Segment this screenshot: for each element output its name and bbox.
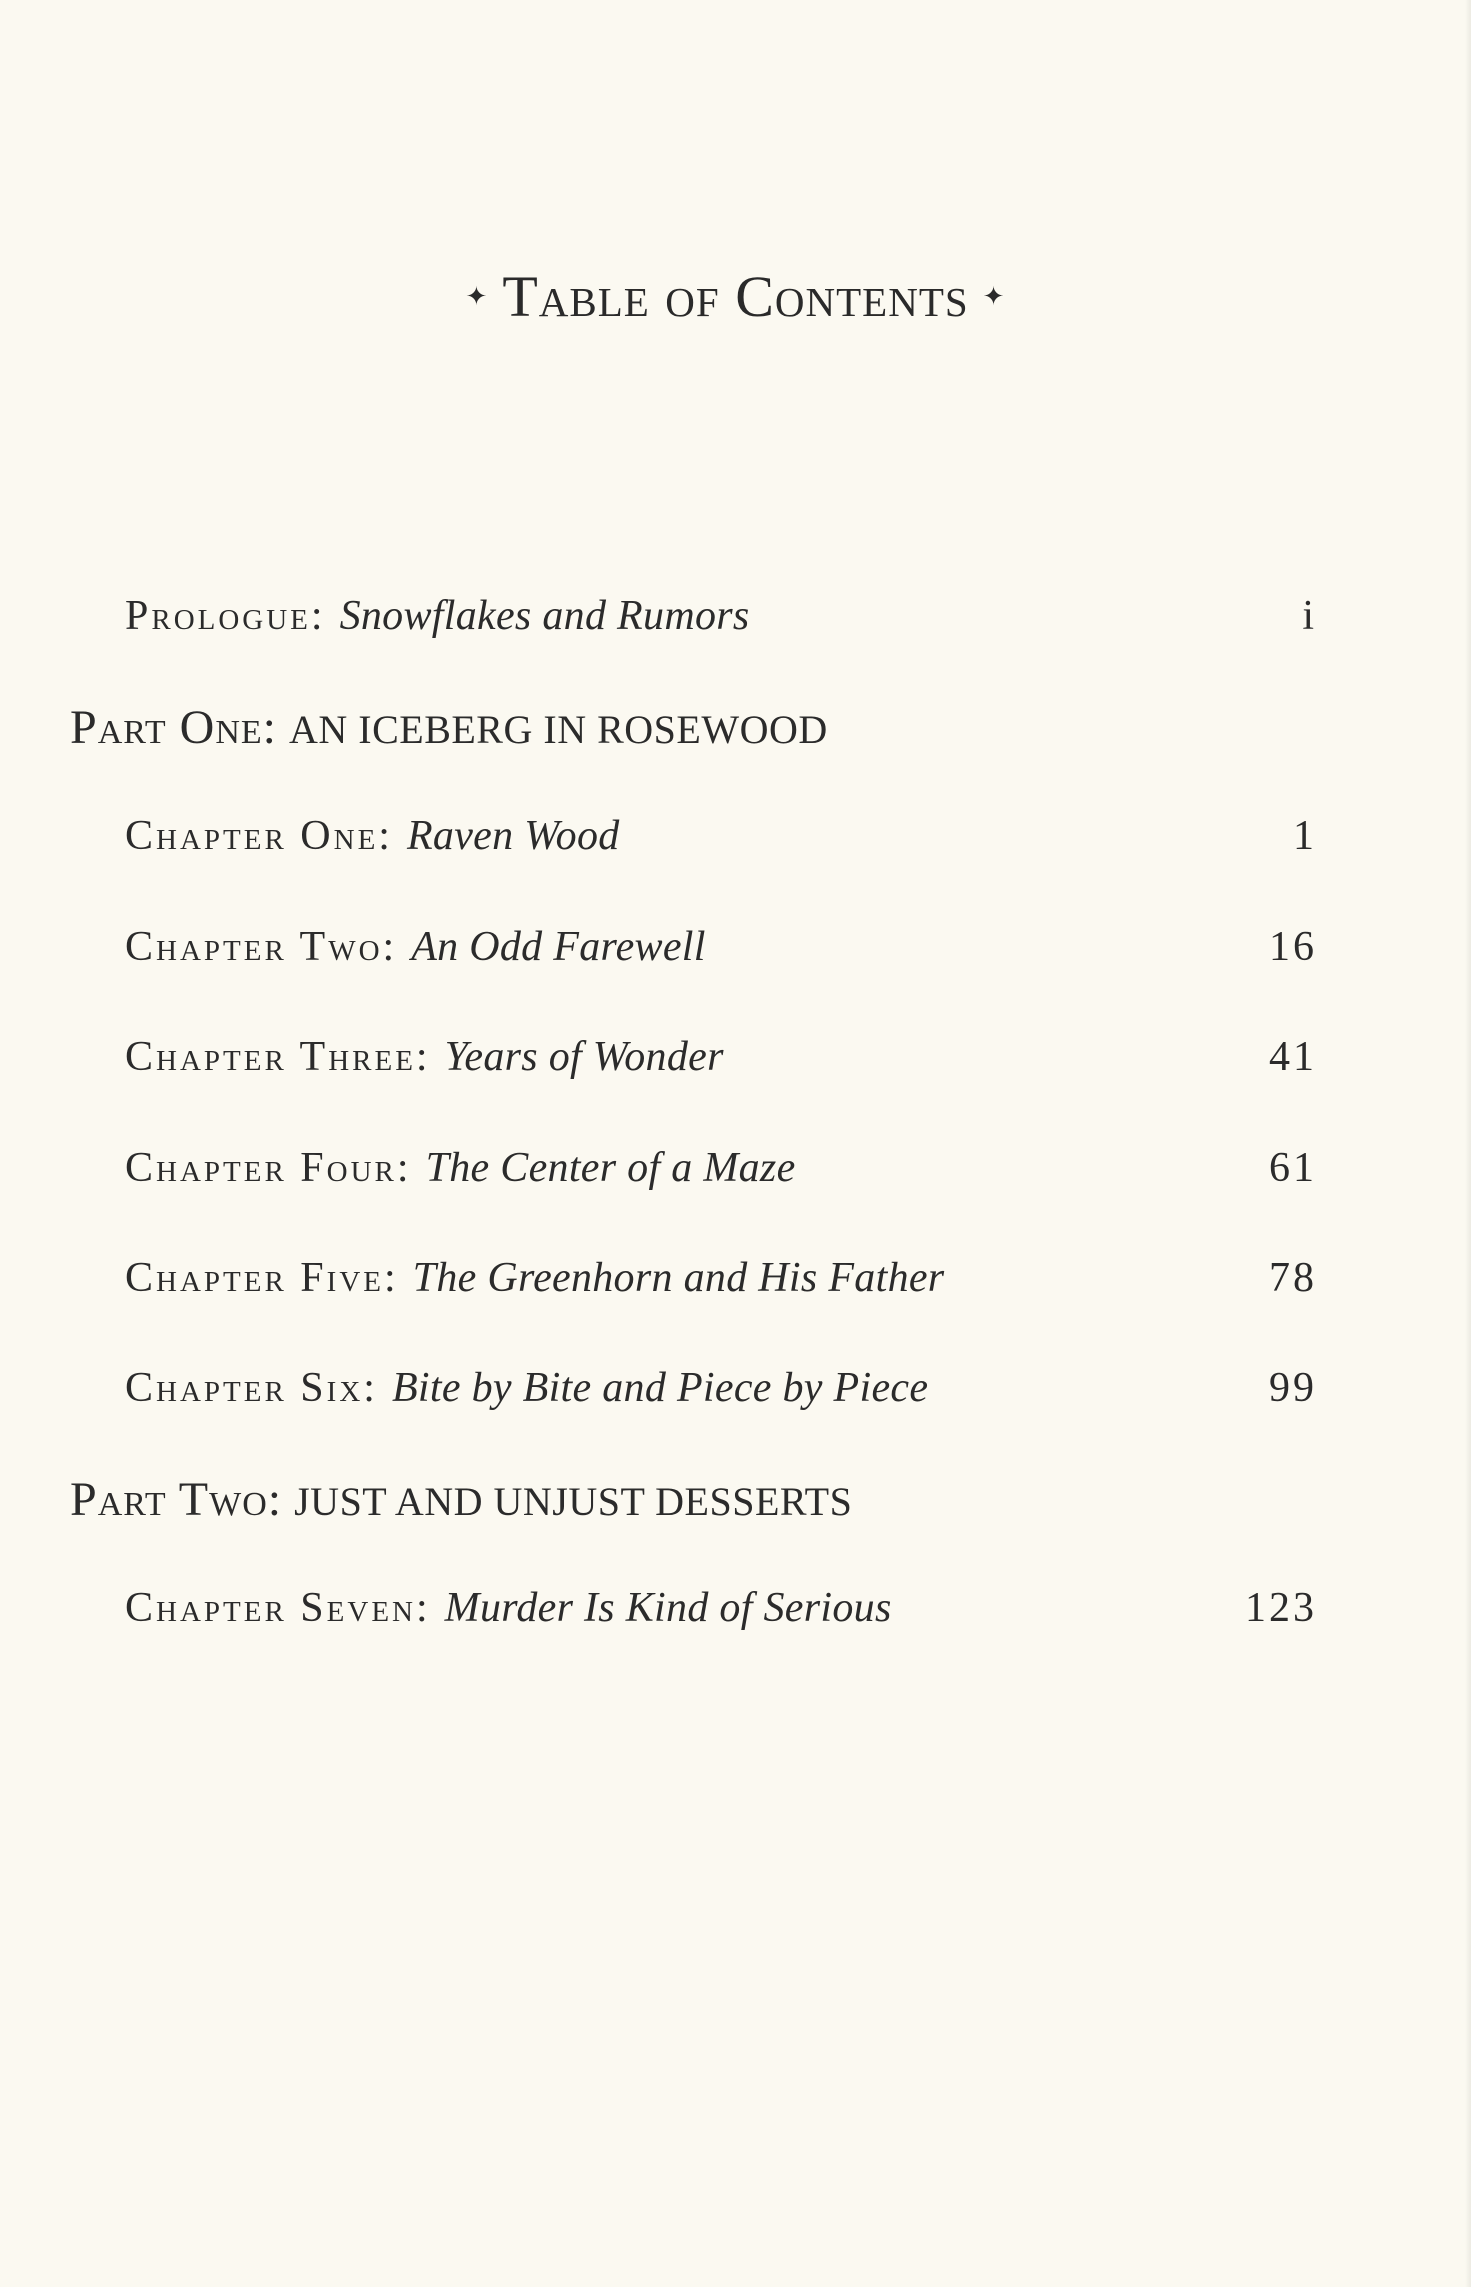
part-colon: : <box>262 701 277 754</box>
entry-page-number: 123 <box>1245 1585 1317 1631</box>
part-prefix: Part One <box>70 701 263 754</box>
entry-page-number: i <box>1302 593 1317 639</box>
entry-colon: : <box>363 1365 378 1411</box>
entry-page-number: 78 <box>1269 1255 1317 1301</box>
entry-colon: : <box>396 1145 412 1191</box>
entry-label <box>125 1248 944 1308</box>
entry-prefix: Chapter One <box>125 813 379 859</box>
entry-label <box>125 1578 892 1638</box>
entry-page-number: 1 <box>1293 813 1317 859</box>
entry-label <box>125 1027 724 1087</box>
diamond-ornament-icon: ✦ <box>982 281 1006 311</box>
diamond-ornament-icon: ✦ <box>465 281 489 311</box>
entry-colon: : <box>415 1585 431 1631</box>
toc-entry-chapter-one[interactable] <box>0 806 1471 866</box>
entry-title: Murder Is Kind of Serious <box>444 1585 892 1631</box>
entry-colon: : <box>383 1255 399 1301</box>
part-label <box>70 1470 852 1532</box>
entry-title: Raven Wood <box>406 813 620 859</box>
part-colon: : <box>267 1473 283 1526</box>
entry-prefix: Chapter Seven <box>125 1585 416 1631</box>
entry-prefix: Chapter Three <box>125 1034 416 1080</box>
entry-prefix: Chapter Four <box>125 1145 397 1191</box>
entry-title: The Center of a Maze <box>425 1145 796 1191</box>
toc-part-two[interactable] <box>0 1470 1471 1530</box>
entry-page-number: 61 <box>1269 1145 1317 1191</box>
title-text: Table of Contents <box>502 264 969 329</box>
toc-entry-chapter-three[interactable] <box>0 1027 1471 1087</box>
part-title: AN ICEBERG IN ROSEWOOD <box>288 707 828 752</box>
entry-label <box>125 806 620 866</box>
entry-prefix: Chapter Six <box>125 1365 364 1411</box>
entry-title: The Greenhorn and His Father <box>412 1255 945 1301</box>
entry-colon: : <box>415 1034 431 1080</box>
entry-title: Years of Wonder <box>444 1034 724 1080</box>
entry-prefix: Prologue <box>125 593 311 639</box>
entry-label <box>125 1358 928 1418</box>
entry-title: An Odd Farewell <box>411 924 706 970</box>
toc-part-one[interactable] <box>0 698 1471 758</box>
entry-colon: : <box>310 593 326 639</box>
entry-colon: : <box>382 924 398 970</box>
entry-colon: : <box>378 813 393 859</box>
toc-entry-chapter-six[interactable] <box>0 1358 1471 1418</box>
toc-entry-chapter-four[interactable] <box>0 1138 1471 1198</box>
entry-label <box>125 917 706 977</box>
toc-entry-chapter-five[interactable] <box>0 1248 1471 1308</box>
part-prefix: Part Two <box>70 1473 268 1526</box>
entry-prefix: Chapter Two <box>125 924 383 970</box>
page-title <box>0 264 1471 329</box>
part-label <box>70 698 828 760</box>
toc-entry-chapter-seven[interactable] <box>0 1578 1471 1638</box>
toc-entry-prologue[interactable] <box>0 586 1471 646</box>
entry-title: Bite by Bite and Piece by Piece <box>391 1365 929 1411</box>
entry-page-number: 41 <box>1269 1034 1317 1080</box>
entry-page-number: 99 <box>1269 1365 1317 1411</box>
part-title: JUST AND UNJUST DESSERTS <box>294 1479 853 1524</box>
entry-title: Snowflakes and Rumors <box>339 593 750 639</box>
toc-entry-chapter-two[interactable] <box>0 917 1471 977</box>
entry-label <box>125 586 750 646</box>
entry-page-number: 16 <box>1269 924 1317 970</box>
entry-prefix: Chapter Five <box>125 1255 384 1301</box>
entry-label <box>125 1138 796 1198</box>
